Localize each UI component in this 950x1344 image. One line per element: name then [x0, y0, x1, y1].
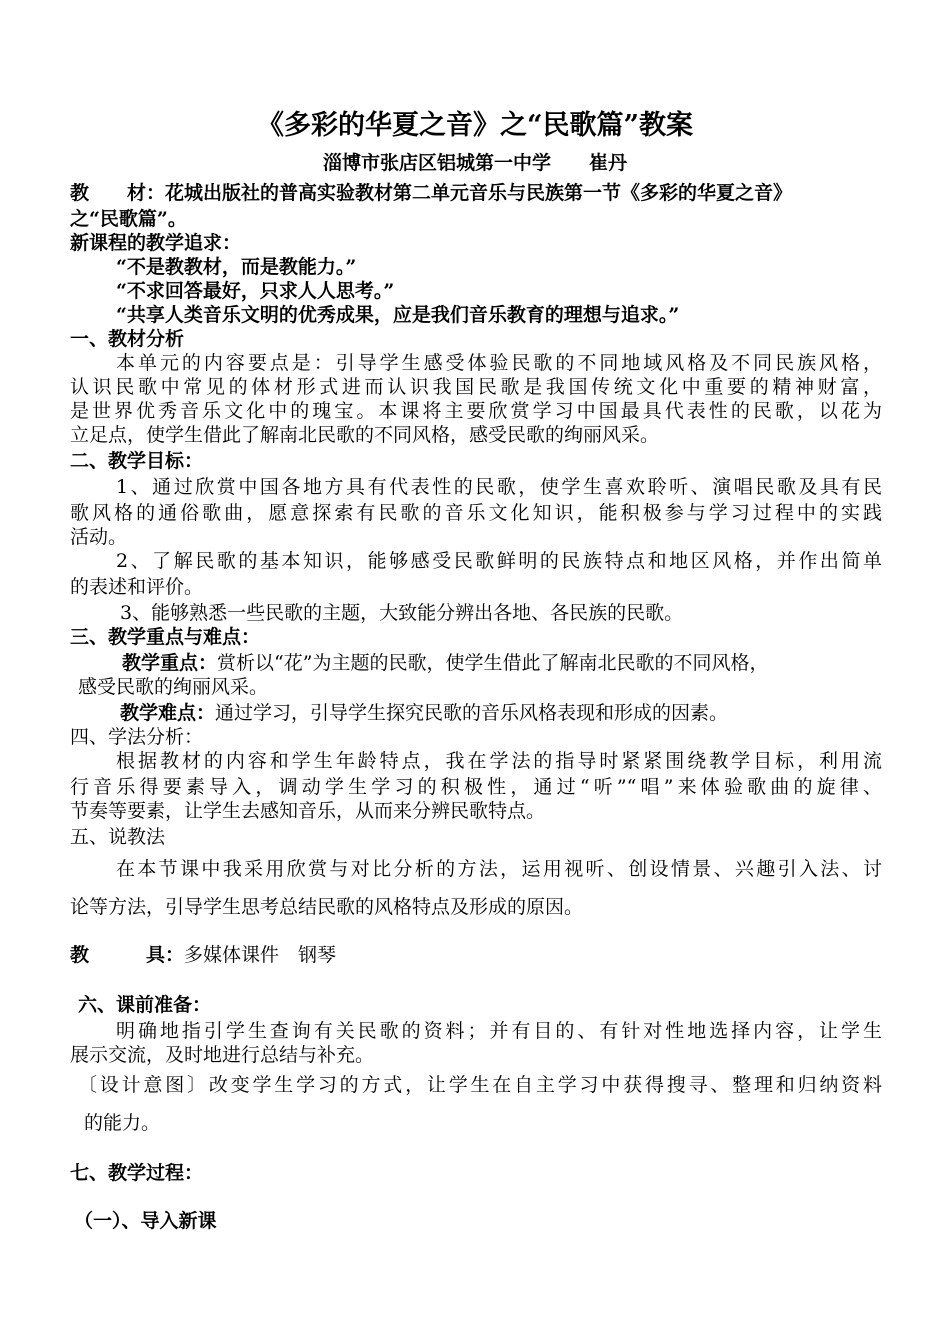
section-1-line-3: 是世界优秀音乐文化中的瑰宝。本课将主要欣赏学习中国最具代表性的民歌，以花为 [70, 400, 882, 422]
author-line: 淄博市张店区铝城第一中学 崔丹 [322, 152, 627, 174]
design-intent-line-2: 的能力。 [84, 1112, 161, 1134]
section-1-line-2: 认识民歌中常见的体材形式进而认识我国民歌是我国传统文化中重要的精神财富， [70, 376, 882, 398]
section-4-heading: 四、学法分析： [70, 726, 204, 748]
key-point-line-2: 感受民歌的绚丽风采。 [78, 676, 269, 698]
section-4-line-2: 行音乐得要素导入，调动学生学习的积极性，通过“听”“唱”来体验歌曲的旋律、 [70, 776, 882, 798]
difficulty-label: 教学难点： [120, 702, 216, 724]
goal-2-line-2: 的表述和评价。 [70, 576, 204, 598]
material-text: 花城出版社的普高实验教材第二单元音乐与民族第一节《多彩的华夏之音》 [165, 182, 793, 204]
tools-line [70, 942, 882, 968]
material-line [70, 180, 882, 206]
goal-1-line-2: 歌风格的通俗歌曲，愿意探索有民歌的音乐文化知识，能积极参与学习过程中的实践 [70, 502, 882, 524]
section-7-heading-text: 七、教学过程： [70, 1162, 204, 1184]
section-1-line-4: 立足点，使学生借此了解南北民歌的不同风格，感受民歌的绚丽风采。 [70, 424, 660, 446]
pursuit-quote-1: “不是教教材，而是教能力。” [116, 256, 357, 278]
section-7-heading [70, 1160, 882, 1186]
section-5-line-1: 在本节课中我采用欣赏与对比分析的方法，运用视听、创设情景、兴趣引入法、讨 [116, 858, 882, 880]
pursuit-quote-3: “共享人类音乐文明的优秀成果，应是我们音乐教育的理想与追求。” [116, 304, 680, 326]
section-6-line-1: 明确地指引学生查询有关民歌的资料；并有目的、有针对性地选择内容，让学生 [116, 1020, 882, 1042]
section-6-line-2: 展示交流，及时地进行总结与补充。 [70, 1044, 375, 1066]
document-title: 《多彩的华夏之音》之“民歌篇”教案 [256, 110, 694, 141]
section-5-line-2: 论等方法，引导学生思考总结民歌的风格特点及形成的原因。 [70, 896, 584, 918]
key-point-line [122, 650, 882, 676]
section-3-heading: 三、教学重点与难点： [70, 626, 261, 648]
difficulty-text: 通过学习，引导学生探究民歌的音乐风格表现和形成的因素。 [215, 702, 729, 724]
tools-text: 多媒体课件 钢琴 [184, 944, 337, 966]
section-1-heading: 一、教材分析 [70, 328, 185, 350]
design-intent-line [78, 1072, 882, 1098]
section-2-heading: 二、教学目标： [70, 450, 204, 472]
section-4-line-3: 节奏等要素，让学生去感知音乐，从而来分辨民歌特点。 [70, 800, 546, 822]
material-label: 教 材： [70, 182, 166, 204]
goal-1-line-1: 1、通过欣赏中国各地方具有代表性的民歌，使学生喜欢聆听、演唱民歌及具有民 [116, 476, 882, 498]
goal-1-line-3: 活动。 [70, 526, 128, 548]
goal-3: 3、能够熟悉一些民歌的主题，大致能分辨出各地、各民族的民歌。 [120, 602, 684, 624]
section-7-sub-1: （一）、导入新课 [74, 1210, 217, 1232]
goal-2-line-1: 2、了解民歌的基本知识，能够感受民歌鲜明的民族特点和地区风格，并作出简单 [116, 550, 882, 572]
tools-label: 教 具： [70, 944, 185, 966]
section-6-heading: 六、课前准备： [78, 994, 212, 1016]
key-point-label: 教学重点： [122, 652, 218, 674]
pursuit-quote-2: “不求回答最好，只求人人思考。” [116, 280, 395, 302]
design-intent-label: 〔设计意图〕 [78, 1074, 209, 1096]
section-5-heading: 五、说教法 [70, 826, 166, 848]
section-1-line-1: 本单元的内容要点是：引导学生感受体验民歌的不同地域风格及不同民族风格， [116, 352, 882, 374]
section-4-line-1: 根据教材的内容和学生年龄特点，我在学法的指导时紧紧围绕教学目标，利用流 [116, 750, 882, 772]
key-point-text: 赏析以“花”为主题的民歌，使学生借此了解南北民歌的不同风格， [217, 652, 769, 674]
difficulty-line [120, 700, 882, 726]
material-line-2: 之“民歌篇”。 [70, 208, 187, 230]
design-intent-text: 改变学生学习的方式，让学生在自主学习中获得搜寻、整理和归纳资料 [208, 1074, 882, 1096]
pursuit-heading: 新课程的教学追求： [70, 232, 242, 254]
